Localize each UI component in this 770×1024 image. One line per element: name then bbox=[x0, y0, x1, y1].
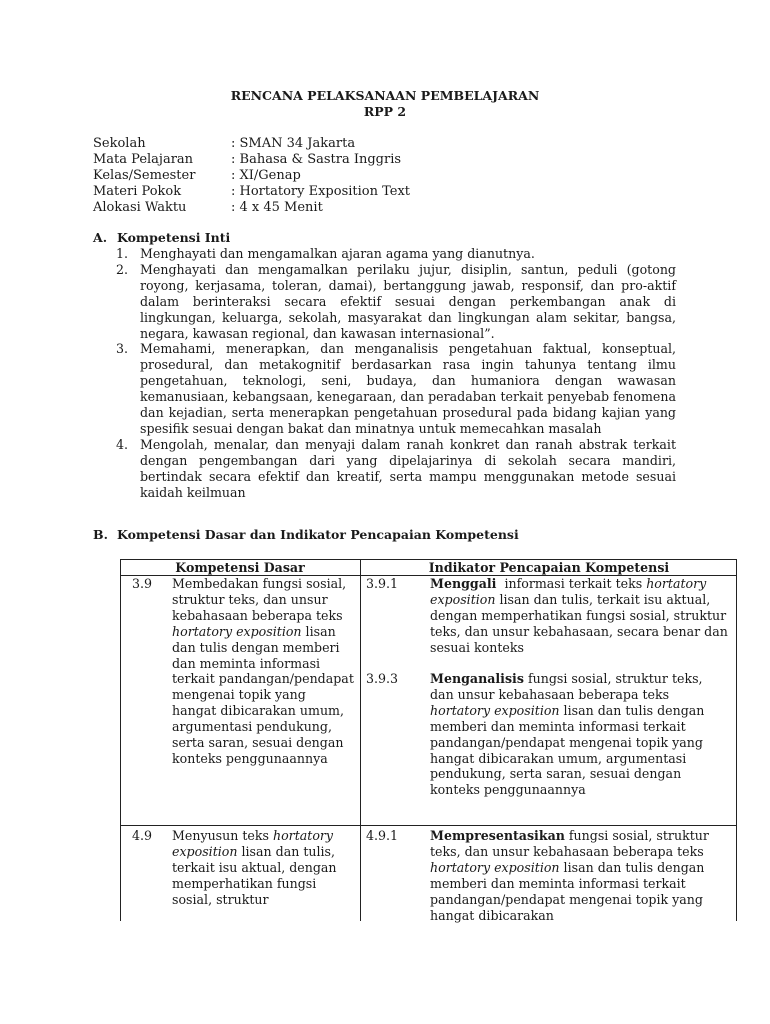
indicator-code: 3.9.1 bbox=[366, 576, 399, 591]
list-number: 3. bbox=[116, 341, 129, 357]
info-row bbox=[93, 184, 410, 200]
section-b-heading bbox=[93, 527, 519, 542]
info-value: : Hortatory Exposition Text bbox=[231, 184, 411, 199]
kd-number: 4.9 bbox=[132, 828, 153, 843]
indicator-description bbox=[430, 828, 730, 923]
kd-description bbox=[172, 576, 354, 767]
indicator-text: fungsi sosial, struktur teks, dan unsur kebahasaan beberapa teks bbox=[430, 828, 709, 859]
indicator-verb: Menganalisis bbox=[430, 671, 524, 686]
table-header-ipk: Indikator Pencapaian Kompetensi bbox=[428, 560, 670, 575]
competency-table bbox=[120, 559, 737, 921]
info-row bbox=[93, 136, 410, 152]
info-row bbox=[93, 152, 410, 168]
list-text: Memahami, menerapkan, dan menganalisis pengetahuan faktual, konseptual, prosedural, dan metakognitif berdasarkan rasa ingin tahunya tentang ilmu pengetahuan, teknologi, seni, budaya, dan humaniora dengan wawasan kemanusiaan, kebangsaan, kenegaraan, dan peradaban terkait penyebab fenomena dan kejadian, serta menerapkan pengetahuan prosedural pada bidang kajian yang spesifik sesuai dengan bakat dan minatnya untuk memecahkan masalah bbox=[140, 341, 676, 436]
indicator-code: 3.9.3 bbox=[366, 671, 399, 686]
info-row bbox=[93, 168, 410, 184]
indicator-text-italic: hortatory exposition bbox=[430, 702, 560, 718]
info-value: : XI/Genap bbox=[231, 168, 301, 183]
info-row bbox=[93, 200, 410, 216]
kd-text: Menyusun teks bbox=[172, 828, 273, 843]
indicator-verb: Menggali bbox=[430, 576, 497, 591]
list-item bbox=[116, 262, 676, 342]
section-title: Kompetensi Dasar dan Indikator Pencapaian Kompetensi bbox=[117, 527, 519, 542]
list-text: Menghayati dan mengamalkan perilaku jujur, disiplin, santun, peduli (gotong royong, kerjasama, toleran, damai), bertanggung jawab, responsif, dan pro-aktif dalam berinteraksi secara efektif sesuai dengan perkembangan anak di lingkungan, keluarga, sekolah, masyarakat dan lingkungan alam sekitar, bangsa, negara, kawasan regional, dan kawasan internasional”. bbox=[140, 261, 676, 341]
indicator-text: fungsi sosial, struktur teks, dan unsur kebahasaan beberapa teks bbox=[430, 671, 703, 702]
kd-description bbox=[172, 828, 354, 908]
indicator-text-italic: hortatory exposition bbox=[430, 576, 707, 607]
section-number: B. bbox=[93, 527, 108, 542]
table-border-right bbox=[736, 559, 737, 921]
indicator-description bbox=[430, 671, 730, 798]
info-label: Kelas/Semester bbox=[93, 168, 196, 183]
kompetensi-inti-list bbox=[116, 246, 676, 501]
table-row-divider bbox=[120, 825, 737, 826]
document-title: RENCANA PELAKSANAAN PEMBELAJARAN bbox=[230, 88, 540, 103]
kd-text: Membedakan fungsi sosial, struktur teks, dan unsur kebahasaan beberapa teks bbox=[172, 576, 347, 623]
info-label: Alokasi Waktu bbox=[93, 200, 187, 215]
info-label: Sekolah bbox=[93, 136, 146, 151]
kd-text: lisan dan tulis dengan memberi dan meminta informasi terkait pandangan/pendapat mengenai topik yang hangat dibicarakan umum, argumentasi pendukung, serta saran, sesuai dengan konteks penggunaannya bbox=[172, 623, 354, 766]
indicator-text-italic: hortatory exposition bbox=[430, 859, 560, 875]
table-border-left bbox=[120, 559, 121, 921]
info-label: Mata Pelajaran bbox=[93, 152, 194, 167]
section-number: A. bbox=[93, 230, 108, 245]
indicator-text: lisan dan tulis dengan memberi dan meminta informasi terkait pandangan/pendapat mengenai topik yang hangat dibicarakan umum, argumentasi pendukung, serta saran, sesuai dengan konteks penggunaannya bbox=[430, 702, 705, 798]
document-subtitle: RPP 2 bbox=[363, 104, 407, 119]
list-text: Menghayati dan mengamalkan ajaran agama yang dianutnya. bbox=[140, 246, 535, 261]
info-value: : Bahasa & Sastra Inggris bbox=[231, 152, 402, 167]
section-title: Kompetensi Inti bbox=[117, 230, 231, 245]
list-text: Mengolah, menalar, dan menyaji dalam ranah konkret dan ranah abstrak terkait dengan pengembangan dari yang dipelajarinya di sekolah secara mandiri, bertindak secara efektif dan kreatif, serta mampu menggunakan metode sesuai kaidah keilmuan bbox=[140, 436, 676, 500]
indicator-description bbox=[430, 576, 730, 656]
info-value: : SMAN 34 Jakarta bbox=[231, 136, 356, 151]
list-number: 1. bbox=[116, 246, 129, 261]
table-column-divider bbox=[360, 559, 361, 921]
section-a-heading bbox=[93, 230, 230, 245]
indicator-text: informasi terkait teks bbox=[496, 576, 647, 591]
indicator-verb: Mempresentasikan bbox=[430, 828, 565, 843]
indicator-text: lisan dan tulis, terkait isu aktual, dengan memperhatikan fungsi sosial, struktur teks, dan unsur kebahasaan, secara benar dan sesuai konteks bbox=[430, 591, 728, 655]
info-label: Materi Pokok bbox=[93, 184, 182, 199]
kd-text-italic: hortatory exposition bbox=[172, 623, 302, 639]
list-number: 4. bbox=[116, 436, 129, 452]
kd-number: 3.9 bbox=[132, 576, 153, 591]
list-number: 2. bbox=[116, 261, 129, 277]
list-item bbox=[116, 437, 676, 501]
table-header-kd: Kompetensi Dasar bbox=[175, 560, 305, 575]
list-item bbox=[116, 246, 676, 262]
info-value: : 4 x 45 Menit bbox=[231, 200, 323, 215]
kd-text: lisan dan tulis, terkait isu aktual, dengan memperhatikan fungsi sosial, struktur bbox=[172, 843, 337, 907]
indicator-text: lisan dan tulis dengan memberi dan meminta informasi terkait pandangan/pendapat mengenai topik yang hangat dibicarakan bbox=[430, 859, 705, 923]
kd-text-italic: hortatory exposition bbox=[172, 828, 334, 859]
indicator-code: 4.9.1 bbox=[366, 828, 399, 843]
identity-block bbox=[93, 136, 410, 216]
list-item bbox=[116, 341, 676, 436]
